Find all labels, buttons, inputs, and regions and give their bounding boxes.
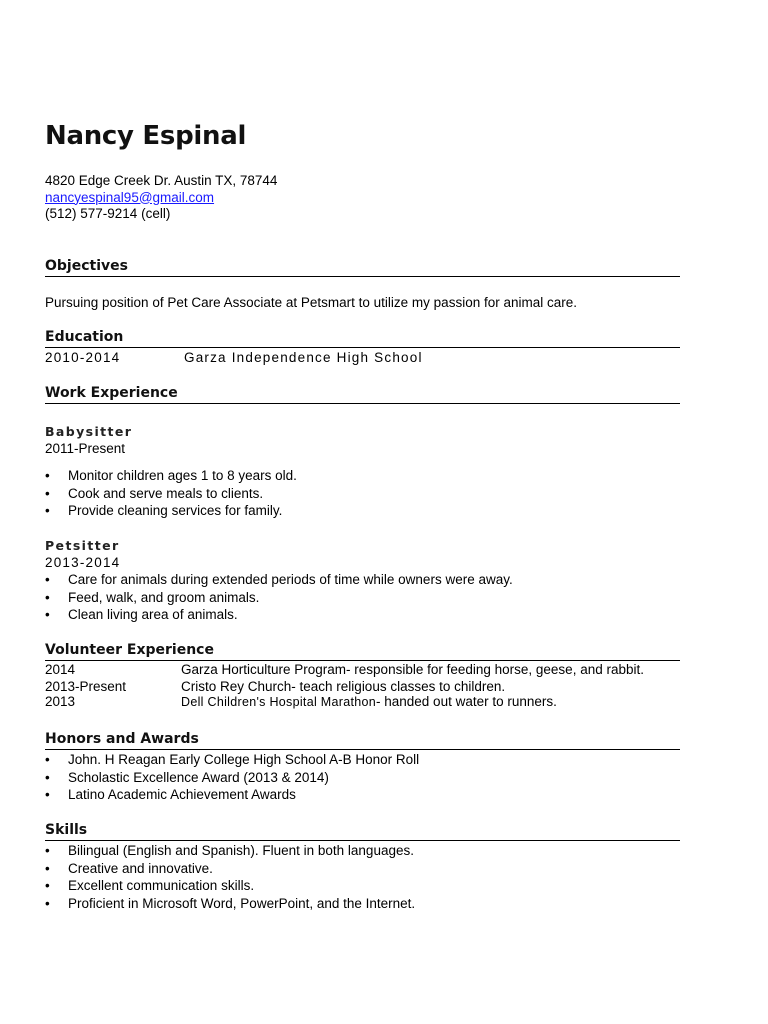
phone: (512) 577-9214 (cell) (45, 206, 171, 221)
job-title: Babysitter (45, 424, 133, 439)
job-dates: 2011-Present (45, 441, 126, 456)
skills-heading: Skills (45, 821, 680, 841)
list-item: • Scholastic Excellence Award (2013 & 2014) (45, 769, 419, 787)
volunteer-year: 2014 (45, 662, 76, 677)
volunteer-year: 2013-Present (45, 679, 127, 694)
address: 4820 Edge Creek Dr. Austin TX, 78744 (45, 173, 278, 188)
list-item: • Cook and serve meals to clients. (45, 485, 297, 503)
objectives-heading: Objectives (45, 257, 680, 277)
contact-block (45, 173, 277, 223)
honors-list (45, 751, 419, 804)
email-link[interactable]: nancyespinal95@gmail.com (45, 189, 215, 205)
list-item: • Bilingual (English and Spanish). Fluent in both languages. (45, 842, 415, 860)
volunteer-heading: Volunteer Experience (45, 641, 680, 661)
applicant-name: Nancy Espinal (45, 121, 247, 151)
volunteer-desc-rest: - handed out water to runners. (376, 694, 557, 709)
job-bullets (45, 571, 513, 624)
volunteer-desc-name: Dell Children's Hospital Marathon (181, 695, 377, 709)
list-item: • Monitor children ages 1 to 8 years old. (45, 467, 297, 485)
list-item: • Feed, walk, and groom animals. (45, 589, 513, 607)
list-item: • Creative and innovative. (45, 860, 415, 878)
education-school: Garza Independence High School (184, 350, 423, 365)
work-heading: Work Experience (45, 384, 680, 404)
education-row (45, 350, 423, 366)
education-years: 2010-2014 (45, 350, 121, 365)
list-item: • Clean living area of animals. (45, 606, 513, 624)
honors-heading: Honors and Awards (45, 730, 680, 750)
table-row (45, 662, 644, 678)
volunteer-year: 2013 (45, 694, 76, 709)
list-item: • Care for animals during extended periods of time while owners were away. (45, 571, 513, 589)
list-item: • John. H Reagan Early College High School A-B Honor Roll (45, 751, 419, 769)
skills-list (45, 842, 415, 912)
job-bullets (45, 467, 297, 520)
table-row (45, 694, 557, 710)
list-item: • Excellent communication skills. (45, 877, 415, 895)
volunteer-desc: Cristo Rey Church- teach religious classes to children. (181, 679, 506, 694)
job-dates: 2013-2014 (45, 555, 121, 570)
job-title: Petsitter (45, 538, 120, 553)
list-item: • Provide cleaning services for family. (45, 502, 297, 520)
list-item: • Latino Academic Achievement Awards (45, 786, 419, 804)
volunteer-desc: Garza Horticulture Program- responsible for feeding horse, geese, and rabbit. (181, 662, 644, 677)
objectives-text: Pursuing position of Pet Care Associate at Petsmart to utilize my passion for animal care. (45, 295, 577, 310)
table-row (45, 679, 505, 695)
education-heading: Education (45, 328, 680, 348)
list-item: • Proficient in Microsoft Word, PowerPoint, and the Internet. (45, 895, 415, 913)
